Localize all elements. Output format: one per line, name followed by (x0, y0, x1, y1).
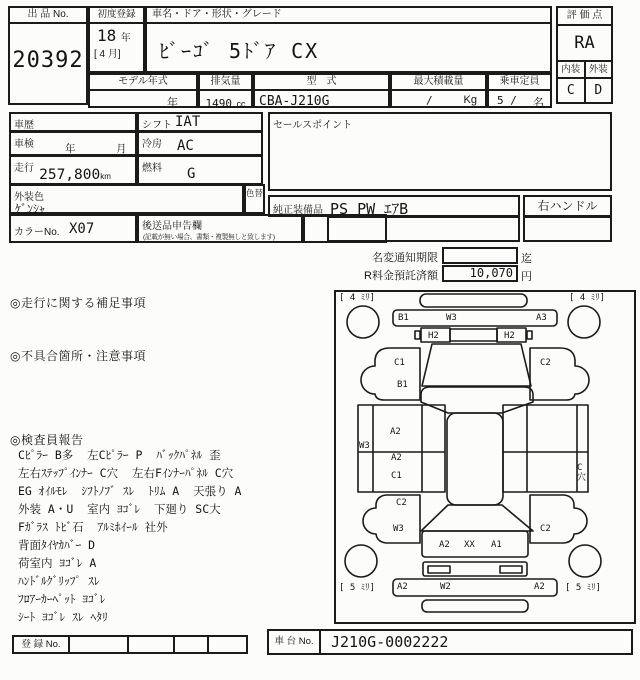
mark-headlight-right: H2 (504, 331, 515, 341)
capacity-value: 5 / (497, 94, 517, 107)
mileage-unit: km (100, 172, 111, 181)
mark-door-left-c: C1 (391, 471, 402, 481)
car-name-value: ﾋﾞｰｺﾞ 5ﾄﾞｱ CX (159, 39, 320, 63)
wheel-rear-right (569, 545, 601, 577)
defects-title: ◎不具合箇所・注意事項 (10, 349, 146, 363)
lot-box (8, 6, 88, 105)
equipment-empty-cell (327, 216, 520, 242)
color-no-box (9, 214, 137, 243)
later-items-note: (記載が無い場合、書類・複製無しと致します) (143, 234, 275, 241)
front-bumper-top (420, 294, 527, 307)
wheel-rear-left (345, 545, 377, 577)
mark-gate-center: XX (464, 540, 475, 550)
exterior-label: 外装 (588, 64, 608, 75)
wheel-front-right (568, 306, 600, 338)
interior-grade: C (558, 79, 586, 104)
mark-gate-right: A1 (491, 540, 502, 550)
payload-box (390, 73, 487, 108)
mark-fender-fr: C2 (540, 358, 551, 368)
inspector-report-line: 背面ﾀｲﾔｶﾊﾞｰ D (18, 538, 96, 552)
mark-door-left-a: A2 (390, 427, 401, 437)
shift-value: IAT (175, 114, 201, 130)
model-code-box (253, 73, 390, 108)
tread-front-right: [ 4 ﾐﾘ] (569, 293, 606, 303)
exterior-color-value: ｹﾞﾝｼｬ (15, 202, 46, 216)
color-no-label: カラーNo. (14, 227, 60, 238)
first-registration-box (88, 6, 145, 73)
inspector-report-title: ◎検査員報告 (10, 433, 84, 447)
capacity-label: 乗車定員 (489, 75, 550, 91)
grille-shape (450, 329, 497, 341)
displacement-value: 1490 (205, 97, 233, 110)
model-code-value: CBA-J210G (259, 94, 330, 109)
quarter-rear-left-shape (363, 495, 420, 543)
inspection-label: 車検 (14, 139, 34, 150)
handle-empty-cell (523, 216, 612, 242)
equipment-label: 純正装備品 (273, 205, 323, 216)
displacement-label: 排気量 (200, 75, 251, 91)
inspector-report-line: ﾌﾛｱｰｶｰﾍﾟｯﾄ ﾖｺﾞﾚ (18, 592, 106, 606)
fuel-value: G (187, 166, 196, 182)
mark-rear-bumper-center: W2 (440, 582, 451, 592)
payload-label: 最大積載量 (392, 75, 485, 91)
mark-rocker-left: W3 (359, 441, 370, 451)
name-change-deadline-field (442, 247, 518, 264)
inspector-report-line: 外装 A・U 室内 ﾖｺﾞﾚ 下廻り SC大 (18, 502, 221, 516)
mark-rear-bumper-right: A2 (534, 582, 545, 592)
mark-front-bumper-left: B1 (398, 313, 409, 323)
lot-number: 20392 (12, 48, 84, 73)
handle-value: 右ハンドル (537, 199, 598, 213)
mileage-label: 走行 (14, 163, 34, 174)
fuel-box (137, 155, 263, 185)
tread-rear-right: [ 5 ﾐﾘ] (565, 583, 602, 593)
inspector-report-line: ﾊﾝﾄﾞﾙｸﾞﾘｯﾌﾟ ｽﾚ (18, 574, 100, 588)
right-panel-grid (503, 405, 588, 492)
marker-bracket-left (415, 331, 420, 339)
chassis-no-value: J210G-0002222 (331, 633, 449, 651)
rear-bumper-bottom (422, 600, 528, 612)
rear-light-left (428, 566, 450, 573)
wheel-front-left (347, 306, 379, 338)
windshield-shape (421, 387, 533, 413)
quarter-rear-right-shape (530, 495, 587, 543)
fender-front-left-shape (361, 348, 420, 400)
registration-no-box (12, 635, 248, 654)
sales-point-box (268, 112, 612, 191)
history-label: 車歴 (14, 120, 34, 131)
tread-rear-left: [ 5 ﾐﾘ] (339, 583, 376, 593)
mark-headlight-left: H2 (428, 331, 439, 341)
rear-light-bar (423, 562, 527, 576)
capacity-unit: 名 (533, 97, 544, 109)
model-year-box (88, 73, 198, 108)
rear-window-shape (421, 505, 533, 531)
tread-front-left: [ 4 ﾐﾘ] (339, 293, 376, 303)
car-name-box (145, 6, 552, 73)
grade-box (556, 6, 613, 104)
model-code-label: 型 式 (255, 75, 388, 91)
mark-fender-fl-a: C1 (394, 358, 405, 368)
exterior-color-label: 外装色 (14, 192, 44, 203)
mark-fender-fl-b: B1 (397, 380, 408, 390)
mark-front-bumper-center: W3 (446, 313, 457, 323)
equipment-value: PS PW ｴｱB (330, 200, 409, 218)
later-items-box (137, 214, 303, 243)
name-change-label: 名変通知期限 (372, 252, 438, 264)
sales-point-label: セールスポイント (273, 120, 353, 131)
mark-quarter-left-b: W3 (393, 524, 404, 534)
first-registration-year: 18 (97, 26, 117, 45)
payload-unit: Kg (463, 94, 477, 106)
inspector-report-line: 左右ｽﾃｯﾌﾟｲﾝﾅｰ C穴 左右Fｲﾝﾅｰﾊﾟﾈﾙ C穴 (18, 466, 234, 480)
registration-no-cell (129, 637, 175, 652)
capacity-box (487, 73, 552, 108)
first-registration-month: [ 4 月] (94, 49, 121, 60)
displacement-unit: cc (236, 99, 246, 109)
ac-value: AC (177, 138, 194, 154)
inspector-report-line: EG ｵｲﾙﾓﾚ ｼﾌﾄﾉﾌﾞ ｽﾚ ﾄﾘﾑ A 天張り A (18, 484, 242, 498)
mark-quarter-right-hole: C穴 (577, 463, 587, 483)
fuel-label: 燃料 (142, 163, 162, 174)
car-name-label: 車名・ドア・形状・グレード (147, 8, 550, 24)
registration-no-label: 登 録 No. (14, 637, 70, 652)
color-no-value: X07 (69, 221, 95, 237)
lot-label: 出 品 No. (10, 8, 86, 24)
recycle-fee-unit: 円 (521, 271, 532, 283)
color-change-label: 色替 (246, 188, 264, 198)
mileage-box (9, 155, 137, 185)
mark-gate-left: A2 (439, 540, 450, 550)
damage-diagram (334, 290, 636, 624)
registration-no-cell (70, 637, 129, 652)
chassis-no-label: 車 台 No. (269, 631, 321, 653)
shift-box (137, 112, 263, 132)
registration-no-cell (175, 637, 209, 652)
first-registration-label: 初度登録 (90, 8, 143, 24)
mark-rear-bumper-left: A2 (397, 582, 408, 592)
name-change-suffix: 迄 (521, 253, 532, 265)
inspector-report-line: Cﾋﾟﾗｰ B多 左Cﾋﾟﾗｰ P ﾊﾞｯｸﾊﾟﾈﾙ 歪 (18, 448, 221, 462)
history-box (9, 112, 137, 132)
displacement-box (198, 73, 253, 108)
tailgate-shape (422, 531, 528, 557)
interior-label: 内装 (558, 62, 586, 77)
mileage-notes-title: ◎走行に関する補足事項 (10, 296, 146, 310)
registration-no-cell (209, 637, 246, 652)
ac-box (137, 131, 263, 156)
inspector-report-list (18, 446, 330, 626)
exterior-color-box (9, 184, 244, 214)
car-outline-drawing (336, 292, 634, 622)
mark-quarter-left-a: C2 (396, 498, 407, 508)
shift-label: シフト (142, 120, 172, 131)
marker-bracket-right (527, 331, 532, 339)
rear-light-right (500, 566, 522, 573)
mileage-value: 257,800 (39, 167, 101, 183)
inspection-box (9, 131, 137, 156)
inspector-report-line: Fｶﾞﾗｽ ﾄﾋﾞ石 ｱﾙﾐﾎｲｰﾙ 社外 (18, 520, 168, 534)
inspection-month-unit: 月 (116, 143, 127, 155)
inspector-report-line: ｼｰﾄ ﾖｺﾞﾚ ｽﾚ ﾍﾀﾘ (18, 610, 108, 624)
inspector-report-line: 荷室内 ﾖｺﾞﾚ A (18, 556, 97, 570)
right-panel-grid-lines (503, 405, 588, 492)
fender-front-right-shape (530, 348, 589, 400)
inspection-year-unit: 年 (65, 143, 76, 155)
handle-box (523, 195, 612, 217)
rear-bumper-bar (393, 579, 557, 596)
exterior-grade: D (594, 83, 603, 98)
mark-door-left-b: A2 (391, 453, 402, 463)
color-change-box (244, 184, 265, 214)
model-year-label: モデル年式 (90, 75, 196, 91)
recycle-fee-label: R料金預託済額 (364, 270, 438, 282)
recycle-fee-value: 10,070 (442, 265, 518, 282)
front-bumper-bar (393, 310, 557, 326)
first-registration-year-unit: 年 (120, 33, 131, 44)
grade-label: 評 価 点 (558, 8, 611, 26)
grade-value: RA (558, 26, 611, 62)
later-items-label: 後送品申告欄 (142, 221, 202, 232)
roof-shape (447, 413, 503, 505)
model-year-value: 年 (167, 97, 178, 109)
hood-shape (422, 344, 531, 386)
equipment-box (268, 195, 520, 217)
ac-label: 冷房 (142, 139, 162, 150)
chassis-no-box (267, 629, 633, 655)
mark-front-bumper-right: A3 (536, 313, 547, 323)
payload-value: / (426, 94, 433, 107)
mark-quarter-right: C2 (540, 524, 551, 534)
